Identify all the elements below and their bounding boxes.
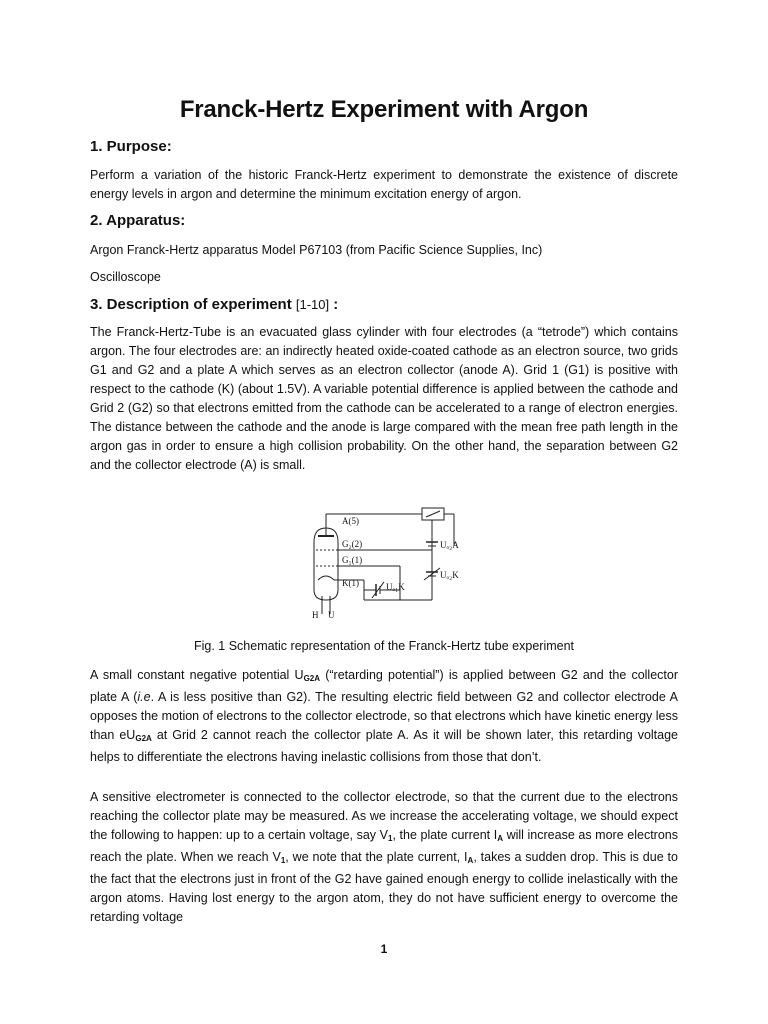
figure-caption: Fig. 1 Schematic representation of the Franck-Hertz tube experiment (193, 639, 575, 653)
tube-envelope (314, 528, 338, 600)
apparatus-item-2: Oscilloscope (90, 270, 161, 284)
page-title: Franck-Hertz Experiment with Argon (179, 96, 589, 123)
label-a5: A(5) (342, 516, 359, 526)
label-k1: K(1) (342, 578, 359, 588)
section-heading-apparatus: 2. Apparatus: (90, 212, 186, 229)
page-number: 1 (380, 942, 388, 956)
label-g1: G₁(1) (342, 555, 363, 565)
label-ug1k: Uₒ₁K (386, 582, 405, 592)
section-heading-description (90, 296, 338, 313)
label-g2: G₂(2) (342, 539, 363, 549)
description-paragraph-2: A small constant negative potential $U_{G2A}$ (“retarding potential”) is applied between G2 and the collector plate A (i.e. A is less positive than G2). The resulting electric field between G2 and collector electrode A opposes the motion of electrons to the collector electrode, so that electrons which have kinetic energy less than $eU_{G2A}$ at Grid 2 cannot reach the collector plate A. As it will be shown later, this retarding voltage helps to differentiate the electrons having inelastic collisions from those that don’t. (90, 668, 679, 764)
heading-colon: : (329, 296, 339, 313)
citation: [1-10] (295, 297, 330, 312)
label-u: U (328, 610, 335, 620)
description-paragraph-1: The Franck-Hertz-Tube is an evacuated glass cylinder with four electrodes (a “tetrode”) which contains argon. The four electrodes are: an indirectly heated oxide-coated cathode as an electron source, two grids G1 and G2 and a plate A which serves as an electron collector (anode A). Grid 1 (G1) is positive with respect to the cathode (K) (about 1.5V). A variable potential difference is applied between the cathode and Grid 2 (G2) so that electrons emitted from the cathode can be accelerated to a range of electron energies. The distance between the cathode and the anode is large compared with the mean free path length in the argon gas in order to ensure a high collision probability. On the other hand, the separation between G2 and the collector electrode (A) is small. (90, 325, 678, 472)
purpose-paragraph: Perform a variation of the historic Franck-Hertz experiment to demonstrate the existence of discrete energy levels in argon and determine the minimum excitation energy of argon. (90, 168, 678, 201)
apparatus-item-1: Argon Franck-Hertz apparatus Model P67103 (from Pacific Science Supplies, Inc) (90, 243, 543, 257)
label-h: H (312, 610, 319, 620)
label-ug2a: Uₒ₂A (440, 540, 459, 550)
section-heading-purpose: 1. Purpose: (90, 138, 172, 155)
cathode (318, 576, 334, 580)
description-paragraph-3: A sensitive electrometer is connected to the collector electrode, so that the current due to the electrons reaching the collector plate may be measured. As we increase the accelerating voltage, we should expect the following to happen: up to a certain voltage, say $V_1$, the plate current $I_A$ will increase as more electrons reach the plate. When we reach $V_1$, we note that the plate current, $I_A$, takes a sudden drop. This is due to the fact that the electrons just in front of the G2 have gained enough energy to collide inelastically with the argon atoms. Having lost energy to the argon atom, they do not have sufficient energy to overcome the retarding voltage (90, 790, 678, 924)
label-ug2k: Uₒ₂K (440, 570, 459, 580)
description-heading-text: 3. Description of experiment (90, 296, 292, 313)
franck-hertz-schematic (304, 506, 474, 624)
